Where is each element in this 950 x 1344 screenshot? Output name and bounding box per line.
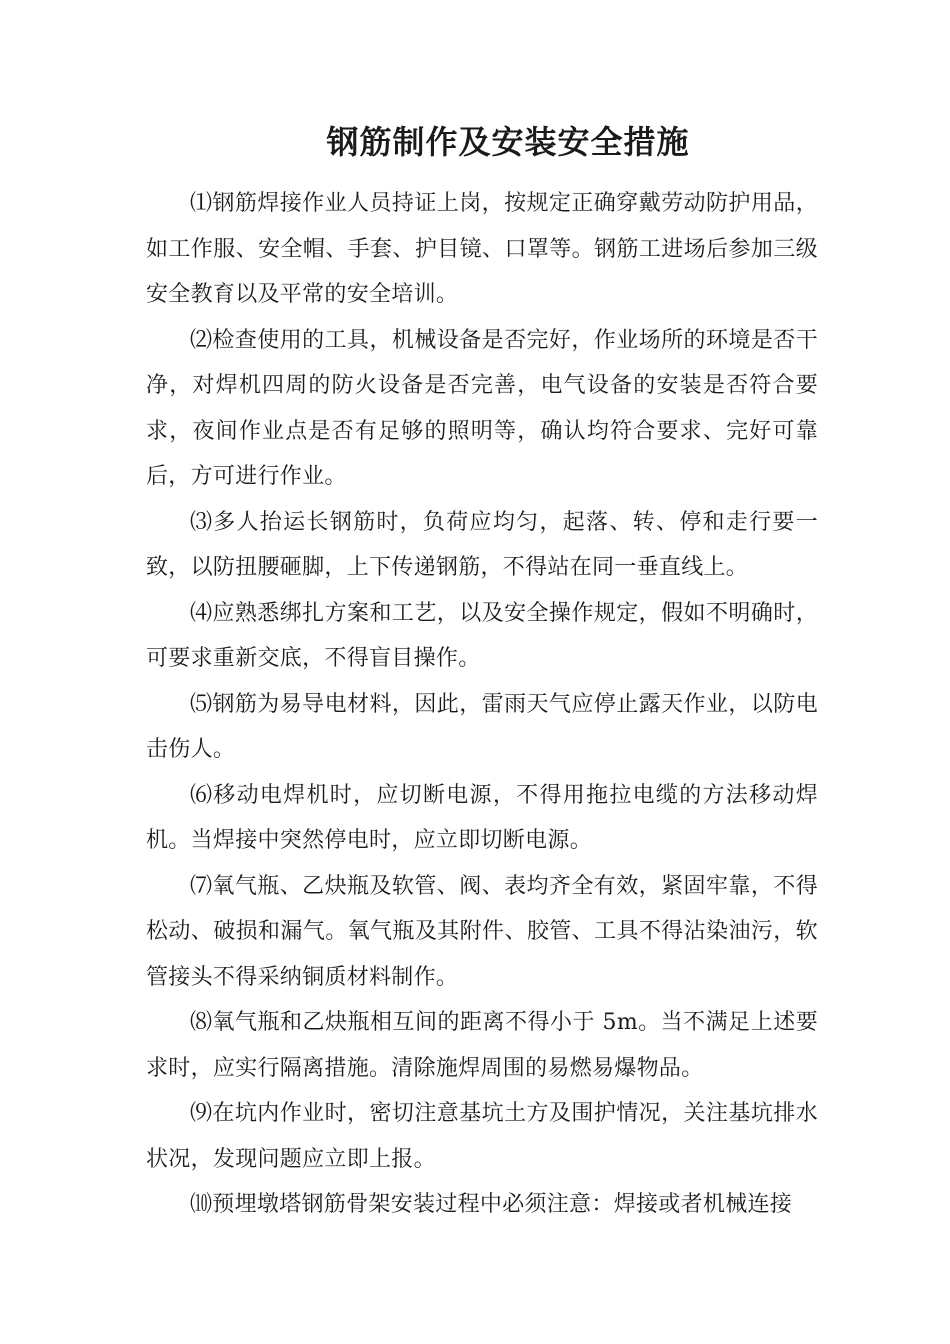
document-title: 钢筋制作及安装安全措施	[326, 123, 690, 161]
paragraph-3: ⑶多人抬运长钢筋时，负荷应均匀，起落、转、停和走行要一致，以防扭腰砸脚，上下传递钢筋，不得站在同一垂直线上。	[146, 509, 818, 580]
paragraph-2: ⑵检查使用的工具，机械设备是否完好，作业场所的环境是否干净，对焊机四周的防火设备是否完善，电气设备的安装是否符合要求，夜间作业点是否有足够的照明等，确认均符合要求、完好可靠后，方可进行作业。	[146, 327, 818, 489]
paragraph-7: ⑺氧气瓶、乙炔瓶及软管、阀、表均齐全有效，紧固牢靠，不得松动、破损和漏气。氧气瓶及其附件、胶管、工具不得沾染油污，软管接头不得采纳铜质材料制作。	[146, 873, 818, 990]
paragraph-5: ⑸钢筋为易导电材料，因此，雷雨天气应停止露天作业，以防电击伤人。	[146, 691, 818, 762]
paragraph-4: ⑷应熟悉绑扎方案和工艺，以及安全操作规定，假如不明确时，可要求重新交底，不得盲目操作。	[146, 600, 818, 671]
paragraph-6: ⑹移动电焊机时，应切断电源，不得用拖拉电缆的方法移动焊机。当焊接中突然停电时，应立即切断电源。	[146, 782, 818, 853]
document-body	[146, 181, 818, 1228]
paragraph-10: ⑽预埋墩塔钢筋骨架安装过程中必须注意：焊接或者机械连接	[190, 1192, 793, 1217]
paragraph-1: ⑴钢筋焊接作业人员持证上岗，按规定正确穿戴劳动防护用品，如工作服、安全帽、手套、护目镜、口罩等。钢筋工进场后参加三级安全教育以及平常的安全培训。	[146, 191, 818, 307]
paragraph-8: ⑻氧气瓶和乙炔瓶相互间的距离不得小于 5m。当不满足上述要求时，应实行隔离措施。清除施焊周围的易燃易爆物品。	[146, 1010, 818, 1081]
paragraph-9: ⑼在坑内作业时，密切注意基坑土方及围护情况，关注基坑排水状况，发现问题应立即上报。	[146, 1101, 818, 1172]
